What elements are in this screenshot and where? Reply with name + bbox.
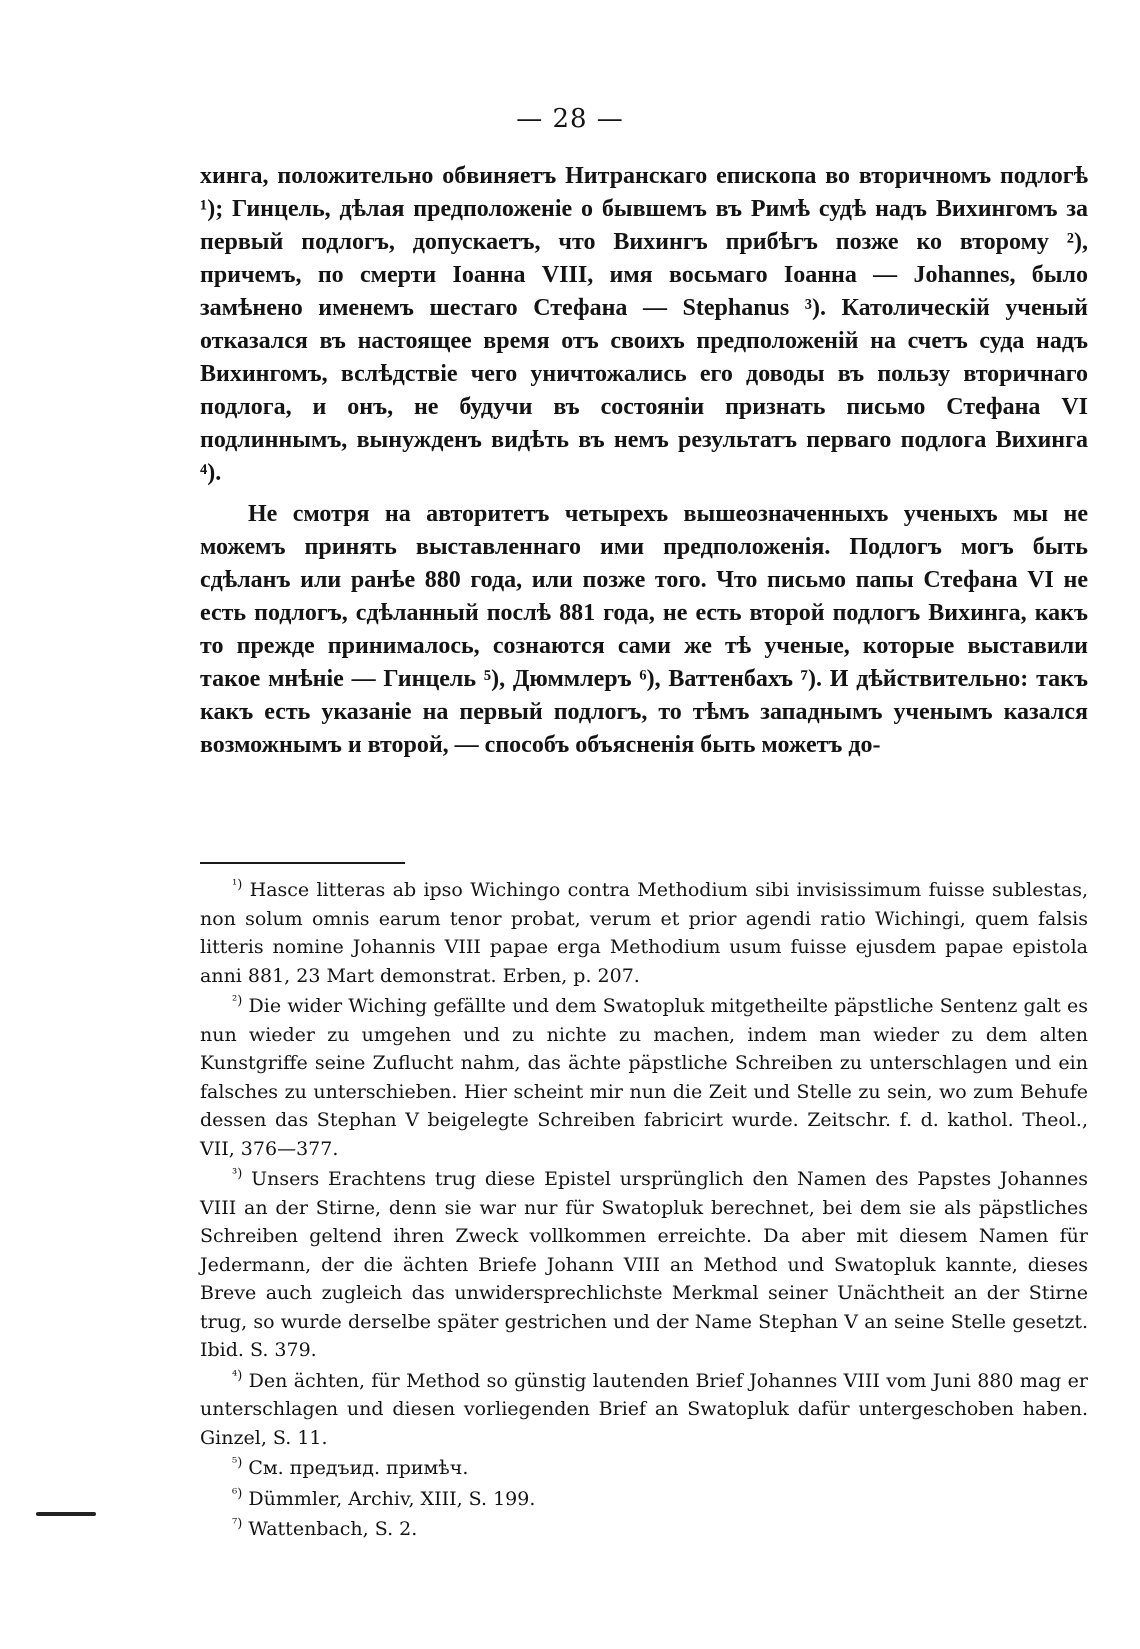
footnote-2 [200, 992, 1088, 1163]
footnote-text: Dümmler, Archiv, XIII, S. 199. [248, 1487, 536, 1510]
footnote-marker: ⁷) [232, 1516, 243, 1532]
footnote-text: Hasce litteras ab ipso Wichingo contra Methodium sibi invisissimum fuisse sublestas, non solum omnis earum tenor probat, verum et prior agendi ratio Wichingi, quem falsis litteris nomine Johannis VIII papae erga Methodium usum fuisse ejusdem papae epistola anni 881, 23 Mart demonstrat. Erben, p. 207. [200, 879, 1088, 987]
footnote-divider [200, 862, 405, 864]
footnote-5 [200, 1454, 1088, 1483]
margin-mark [36, 1512, 96, 1516]
footnote-text: См. предъид. примѣч. [248, 1457, 469, 1479]
paragraph-1: хинга, положительно обвиняетъ Нитранскаго епископа во вторичномъ подлогѣ ¹); Гинцель, дѣлая предположеніе о бывшемъ въ Римѣ судѣ надъ Вихингомъ за первый подлогъ, допускаетъ, что Вихингъ прибѣгъ позже ко второму ²), причемъ, по смерти Іоанна VIII, имя восьмаго Іоанна — Johannes, было замѣнено именемъ шестаго Стефана — Stephanus ³). Католическій ученый отказался въ настоящее время отъ своихъ предположеній на счетъ суда надъ Вихингомъ, вслѣдствіе чего уничтожались его доводы въ пользу вторичнаго подлога, и онъ, не будучи въ состояніи признать письмо Стефана VI подлиннымъ, вынужденъ видѣть въ немъ результатъ перваго подлога Вихинга ⁴). [200, 163, 1088, 486]
footnote-marker: ³) [232, 1166, 243, 1182]
footnote-text: Wattenbach, S. 2. [248, 1518, 418, 1540]
footnote-text: Die wider Wiching gefällte und dem Swatopluk mitgetheilte päpstliche Sentenz galt es nun wieder zu umgehen und zu nichte zu machen, indem man wieder zu dem alten Kunstgriffe seine Zuflucht nahm, das ächte päpstliche Schreiben zu unterschlagen und ein falsches zu unterschieben. Hier scheint mir nun die Zeit und Stelle zu sein, wo zum Behufe dessen das Stephan V beigelegte Schreiben fabricirt wurde. Zeitschr. f. d. kathol. Theol., VII, 376—377. [200, 995, 1088, 1160]
page-number: — 28 — [516, 104, 624, 134]
footnote-4 [200, 1367, 1088, 1453]
footnote-marker: ⁵) [232, 1455, 243, 1471]
footnote-marker: ⁶) [232, 1486, 243, 1502]
paragraph-2: Не смотря на авторитетъ четырехъ вышеозначенныхъ ученыхъ мы не можемъ принять выставленнаго ими предположенія. Подлогъ могъ быть сдѣланъ или ранѣе 880 года, или позже того. Что письмо папы Стефана VI не есть подлогъ, сдѣланный послѣ 881 года, не есть второй подлогъ Вихинга, какъ то прежде принималось, сознаются сами же тѣ ученые, которые выставили такое мнѣніе — Гинцель ⁵), Дюммлеръ ⁶), Ваттенбахъ ⁷). И дѣйствительно: такъ какъ есть указаніе на первый подлогъ, то тѣмъ западнымъ ученымъ казался возможнымъ и второй, — способъ объясненія быть можетъ до- [200, 501, 1088, 758]
footnote-text: Unsers Erachtens trug diese Epistel ursprünglich den Namen des Papstes Johannes VIII an der Stirne, denn sie war nur für Swatopluk berechnet, bei dem sie als päpstliches Schreiben geltend ihren Zweck vollkommen erreichte. Da aber mit diesem Namen für Jedermann, der die ächten Briefe Johann VIII an Method und Swatopluk kannte, dieses Breve auch zugleich das unwidersprechlichste Merkmal seiner Unächtheit an der Stirne trug, so wurde derselbe später gestrichen und der Name Stephan V an seine Stelle gesetzt. Ibid. S. 379. [200, 1168, 1088, 1361]
footnote-7 [200, 1515, 1088, 1544]
footnote-marker: ¹) [232, 877, 243, 893]
footnote-marker: ²) [232, 993, 243, 1009]
main-text [200, 160, 1088, 762]
footnote-text: Den ächten, für Method so günstig lautenden Brief Johannes VIII vom Juni 880 mag er unterschlagen und diesen vorliegenden Brief an Swatopluk dafür untergeschoben haben. Ginzel, S. 11. [200, 1369, 1088, 1449]
footnotes [200, 876, 1088, 1546]
footnote-1 [200, 876, 1088, 990]
footnote-marker: ⁴) [232, 1368, 243, 1384]
footnote-6 [200, 1485, 1088, 1514]
footnote-3 [200, 1165, 1088, 1365]
